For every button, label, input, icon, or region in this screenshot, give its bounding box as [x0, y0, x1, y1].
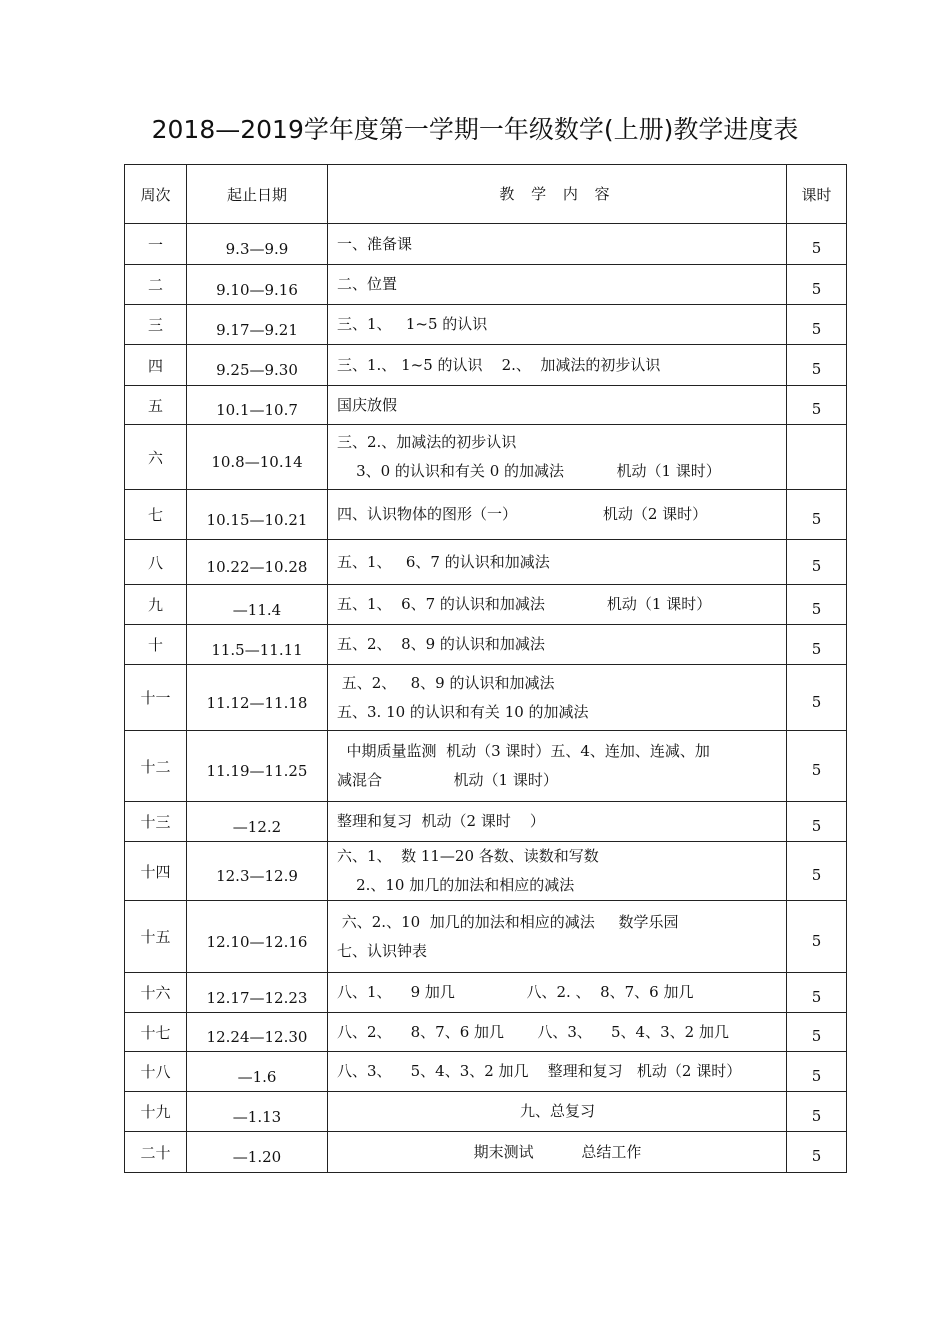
table-row — [125, 585, 847, 625]
date-range-cell — [187, 842, 328, 901]
header-content: 教 学 内 容 — [328, 165, 787, 224]
table-row — [125, 1132, 847, 1173]
lesson-content-line: 中期质量监测 机动（3 课时）五、4、连加、连减、加 — [337, 742, 710, 760]
table-row — [125, 842, 847, 901]
hours-cell — [787, 802, 847, 842]
table-row — [125, 224, 847, 265]
date-range-text: 10.15—10.21 — [206, 510, 308, 529]
lesson-content-line: 期末测试 总结工作 — [473, 1142, 642, 1161]
date-range-text: 9.10—9.16 — [216, 280, 298, 299]
lesson-content-line: 九、总复习 — [519, 1102, 595, 1120]
hours-cell — [787, 842, 847, 901]
lesson-content-cell — [328, 1013, 787, 1052]
date-range-cell — [187, 585, 328, 625]
date-range-text: 12.10—12.16 — [206, 932, 308, 951]
table-header-row — [125, 165, 847, 224]
date-range-cell — [187, 490, 328, 540]
table-row — [125, 1013, 847, 1052]
hours-value: 5 — [811, 1027, 822, 1045]
lesson-content-cell — [328, 425, 787, 490]
lesson-content-line: 一、准备课 — [337, 234, 413, 253]
date-range-text: 11.12—11.18 — [206, 693, 308, 712]
date-range-cell — [187, 901, 328, 973]
date-range-text: 11.5—11.11 — [211, 640, 303, 659]
hours-cell — [787, 490, 847, 540]
hours-value: 5 — [811, 1066, 822, 1085]
hours-value: 5 — [811, 816, 822, 835]
week-cell: 八 — [125, 540, 187, 585]
lesson-content-cell — [328, 386, 787, 425]
date-range-cell — [187, 305, 328, 345]
date-range-cell — [187, 1132, 328, 1173]
table-row — [125, 540, 847, 585]
date-range-text: —1.13 — [232, 1107, 282, 1126]
lesson-content-line: 整理和复习 机动（2 课时 ） — [337, 812, 545, 830]
hours-value: 5 — [811, 1147, 822, 1165]
week-cell: 十四 — [125, 842, 187, 901]
lesson-content-cell — [328, 1052, 787, 1092]
lesson-content-line: 减混合 机动（1 课时） — [337, 771, 558, 789]
hours-cell — [787, 665, 847, 731]
lesson-content-line: 六、1、 数 11—20 各数、读数和写数 — [337, 847, 599, 865]
page-title: 2018—2019学年度第一学期一年级数学(上册)教学进度表 — [151, 115, 799, 144]
hours-cell — [787, 540, 847, 585]
week-cell: 十六 — [125, 973, 187, 1013]
date-range-cell — [187, 973, 328, 1013]
lesson-content-line: 三、1.、 1~5 的认识 2.、 加减法的初步认识 — [337, 355, 661, 374]
date-range-cell — [187, 731, 328, 802]
lesson-content-line: 2.、10 加几的加法和相应的减法 — [337, 876, 575, 894]
week-cell: 七 — [125, 490, 187, 540]
week-cell: 六 — [125, 425, 187, 490]
lesson-content-cell — [328, 842, 787, 901]
week-cell: 十二 — [125, 731, 187, 802]
lesson-content-line: 七、认识钟表 — [337, 941, 428, 960]
date-range-cell — [187, 540, 328, 585]
date-range-text: 10.8—10.14 — [211, 453, 303, 471]
hours-value: 5 — [811, 1106, 822, 1125]
week-cell: 九 — [125, 585, 187, 625]
week-cell: 十一 — [125, 665, 187, 731]
date-range-text: —1.6 — [237, 1067, 277, 1086]
lesson-content-line: 八、3、 5、4、3、2 加几 整理和复习 机动（2 课时） — [337, 1062, 742, 1080]
lesson-content-cell — [328, 585, 787, 625]
lesson-content-cell — [328, 265, 787, 305]
lesson-content-line: 八、1、 9 加几 八、2. 、 8、7、6 加几 — [337, 983, 694, 1001]
lesson-content-cell — [328, 345, 787, 386]
hours-cell — [787, 625, 847, 665]
date-range-text: 12.3—12.9 — [216, 867, 298, 885]
lesson-content-line: 四、认识物体的图形（一） 机动（2 课时） — [337, 505, 708, 523]
hours-value: 5 — [811, 319, 822, 338]
hours-cell — [787, 265, 847, 305]
hours-value: 5 — [811, 360, 822, 378]
week-cell: 十七 — [125, 1013, 187, 1052]
hours-cell — [787, 345, 847, 386]
lesson-content-line: 五、1、 6、7 的认识和加减法 机动（1 课时） — [337, 595, 712, 613]
table-row — [125, 345, 847, 386]
lesson-content-cell — [328, 1132, 787, 1173]
table-row — [125, 1052, 847, 1092]
lesson-content-line: 五、1、 6、7 的认识和加减法 — [337, 552, 550, 571]
hours-cell — [787, 386, 847, 425]
hours-cell — [787, 731, 847, 802]
hours-cell — [787, 585, 847, 625]
hours-cell — [787, 1052, 847, 1092]
lesson-content-line: 五、2、 8、9 的认识和加减法 — [337, 673, 555, 692]
date-range-text: —1.20 — [232, 1148, 282, 1166]
week-cell: 十五 — [125, 901, 187, 973]
date-range-cell — [187, 425, 328, 490]
date-range-text: 9.25—9.30 — [216, 361, 298, 379]
date-range-cell — [187, 1052, 328, 1092]
lesson-content-cell — [328, 490, 787, 540]
lesson-content-cell — [328, 625, 787, 665]
lesson-content-cell — [328, 1092, 787, 1132]
hours-value: 5 — [811, 866, 822, 884]
date-range-text: 11.19—11.25 — [206, 762, 308, 780]
table-row — [125, 265, 847, 305]
date-range-text: 9.17—9.21 — [216, 320, 298, 339]
date-range-text: —12.2 — [232, 817, 282, 836]
lesson-content-line: 五、3. 10 的认识和有关 10 的加减法 — [337, 702, 589, 721]
lesson-content-line: 三、1、 1~5 的认识 — [337, 315, 488, 333]
week-cell: 十 — [125, 625, 187, 665]
lesson-content-cell — [328, 224, 787, 265]
table-row — [125, 386, 847, 425]
lesson-content-cell — [328, 973, 787, 1013]
table-row — [125, 731, 847, 802]
hours-cell — [787, 1013, 847, 1052]
date-range-cell — [187, 625, 328, 665]
date-range-text: —11.4 — [232, 600, 282, 619]
lesson-content-line: 二、位置 — [337, 275, 398, 293]
table-row — [125, 490, 847, 540]
table-row — [125, 625, 847, 665]
hours-value: 5 — [811, 931, 822, 950]
table-row — [125, 425, 847, 490]
week-cell: 十八 — [125, 1052, 187, 1092]
lesson-content-cell — [328, 802, 787, 842]
hours-value: 5 — [811, 239, 822, 257]
hours-cell — [787, 1092, 847, 1132]
date-range-text: 12.17—12.23 — [206, 988, 308, 1007]
hours-value: 5 — [811, 639, 822, 658]
hours-value: 5 — [811, 557, 822, 575]
hours-value: 5 — [811, 599, 822, 618]
hours-value: 5 — [811, 987, 822, 1006]
hours-value: 5 — [811, 400, 822, 418]
table-row — [125, 802, 847, 842]
table-row — [125, 665, 847, 731]
header-week: 周次 — [125, 165, 187, 224]
date-range-text: 9.3—9.9 — [225, 240, 289, 258]
lesson-content-line: 八、2、 8、7、6 加几 八、3、 5、4、3、2 加几 — [337, 1022, 729, 1041]
date-range-cell — [187, 345, 328, 386]
lesson-content-line: 五、2、 8、9 的认识和加减法 — [337, 635, 545, 653]
week-cell: 一 — [125, 224, 187, 265]
hours-cell — [787, 224, 847, 265]
hours-cell — [787, 305, 847, 345]
hours-cell — [787, 425, 847, 490]
date-range-cell — [187, 265, 328, 305]
table-row — [125, 901, 847, 973]
week-cell: 十三 — [125, 802, 187, 842]
date-range-text: 10.1—10.7 — [216, 401, 298, 419]
hours-cell — [787, 973, 847, 1013]
schedule-table — [124, 164, 847, 1173]
week-cell: 二 — [125, 265, 187, 305]
date-range-text: 12.24—12.30 — [206, 1028, 308, 1046]
table-row — [125, 973, 847, 1013]
lesson-content-line: 国庆放假 — [337, 395, 398, 414]
lesson-content-line: 三、2.、加减法的初步认识 — [337, 433, 517, 451]
week-cell: 三 — [125, 305, 187, 345]
lesson-content-line: 六、2.、10 加几的加法和相应的减法 数学乐园 — [337, 912, 679, 931]
date-range-text: 10.22—10.28 — [206, 558, 308, 576]
lesson-content-cell — [328, 305, 787, 345]
date-range-cell — [187, 386, 328, 425]
date-range-cell — [187, 1092, 328, 1132]
hours-value: 5 — [811, 509, 822, 528]
hours-value: 5 — [811, 761, 822, 779]
date-range-cell — [187, 802, 328, 842]
week-cell: 五 — [125, 386, 187, 425]
hours-value: 5 — [811, 692, 822, 711]
hours-value: 5 — [811, 279, 822, 298]
hours-cell — [787, 901, 847, 973]
lesson-content-cell — [328, 901, 787, 973]
week-cell: 十九 — [125, 1092, 187, 1132]
lesson-content-cell — [328, 731, 787, 802]
week-cell: 二十 — [125, 1132, 187, 1173]
table-row — [125, 1092, 847, 1132]
date-range-cell — [187, 1013, 328, 1052]
hours-cell — [787, 1132, 847, 1173]
week-cell: 四 — [125, 345, 187, 386]
lesson-content-line: 3、0 的认识和有关 0 的加减法 机动（1 课时） — [337, 462, 721, 480]
header-dates: 起止日期 — [187, 165, 328, 224]
date-range-cell — [187, 665, 328, 731]
lesson-content-cell — [328, 665, 787, 731]
header-hours: 课时 — [787, 165, 847, 224]
table-row — [125, 305, 847, 345]
lesson-content-cell — [328, 540, 787, 585]
date-range-cell — [187, 224, 328, 265]
